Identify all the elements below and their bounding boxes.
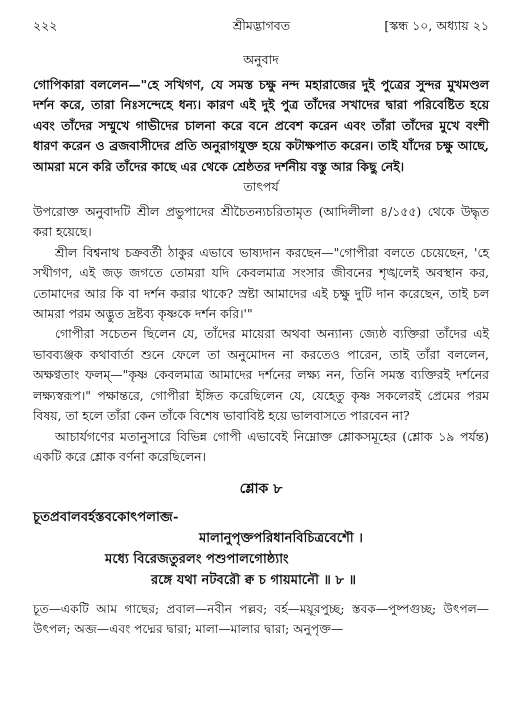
page-number: ২২২ xyxy=(33,18,58,33)
book-title: শ্রীমদ্ভাগবত xyxy=(232,18,291,33)
purport-paragraph-4: আচার্যগণের মতানুসারে বিভিন্ন গোপী এভাবেই নিম্নোক্ত শ্লোকসমূহের (শ্লোক ১৯ পর্যন্ত) একটি করে শ্লোক বর্ণনা করেছিলেন। xyxy=(33,428,489,464)
purport-heading: তাৎপর্য xyxy=(243,179,279,195)
synonyms: চূত—একটি আম গাছের; প্রবাল—নবীন পল্লব; বর্হ—ময়ূরপুচ্ছ; স্তবক—পুষ্পগুচ্ছ; উৎপল—উৎপল; অব্জ—এবং পদ্মের দ্বারা; মালা—মালার দ্বারা; অনুপৃক্ত— xyxy=(33,602,489,637)
verse-text xyxy=(33,507,489,591)
verse-line-1: চূতপ্রবালবর্হস্তবকোৎপলাব্জ- xyxy=(33,510,179,526)
purport-paragraph-3: গোপীরা সচেতন ছিলেন যে, তাঁদের মায়েরা অথবা অন্যান্য জ্যেষ্ঠ ব্যক্তিরা তাঁদের এই ভাবব্যঞ্জক কথাবার্তা শুনে ফেলে তা অনুমোদন না করতেও পারেন, তাই তাঁরা বললেন, অক্ষণ্বতাং ফলম্—"কৃষ্ণ কেবলমাত্র আমাদের দর্শনের লক্ষ্য নন, তিনি সমস্ত ব্যক্তিরই দর্শনের লক্ষ্যস্বরূপ।" পক্ষান্তরে, গোপীরা ইঙ্গিত করেছিলেন যে, যেহেতু কৃষ্ণ সকলেরই প্রেমের পরম বিষয়, তা হলে তাঁরা কেন তাঁকে বিশেষ ভাবাবিষ্ট হয়ে ভালবাসতে পারবেন না? xyxy=(33,326,489,424)
translation-text: গোপিকারা বললেন—"হে সখিগণ, যে সমস্ত চক্ষু নন্দ মহারাজের দুই পুত্রের সুন্দর মুখমণ্ডল দর্শন করে, তারা নিঃসন্দেহে ধন্য। কারণ এই দুই পুত্র তাঁদের সখাদের দ্বারা পরিবেষ্টিত হয়ে এবং তাঁদের সম্মুখে গাভীদের চালনা করে বনে প্রবেশ করেন এবং তাঁরা তাঁদের মুখে বংশী ধারণ করেন ও ব্রজবাসীদের প্রতি অনুরাগযুক্ত হয়ে কটাক্ষপাত করেন। তাই যাঁদের চক্ষু আছে, আমরা মনে করি তাঁদের কাছে এর থেকে শ্রেষ্ঠতর দর্শনীয় বস্তু আর কিছু নেই। xyxy=(33,77,489,174)
verse-title: শ্লোক ৮ xyxy=(239,481,283,498)
verse-line-4: রঙ্গে যথা নটবরৌ ক্ব চ গায়মানৌ ॥ ৮ ॥ xyxy=(151,573,357,589)
verse-line-3: মধ্যে বিরেজতুরলং পশুপালগোষ্ঠ্যাং xyxy=(105,552,289,568)
purport-paragraph-1: উপরোক্ত অনুবাদটি শ্রীল প্রভুপাদের শ্রীচৈতন্যচরিতামৃত (আদিলীলা ৪/১৫৫) থেকে উদ্ধৃত করা হয়েছে। xyxy=(33,204,489,240)
verse-line-2: মালানুপৃক্তপরিধানবিচিত্রবেশৌ । xyxy=(198,531,363,547)
translation-heading: অনুবাদ xyxy=(243,52,279,67)
purport-paragraph-2: শ্রীল বিশ্বনাথ চক্রবর্তী ঠাকুর এভাবে ভাষ্যদান করছেন—"গোপীরা বলতে চেয়েছেন, 'হে সখীগণ, এই জড় জগতে তোমরা যদি কেবলমাত্র সংসার জীবনের শৃঙ্খলেই অবস্থান কর, তোমাদের আর কি বা দর্শন করার থাকে? স্রষ্টা আমাদের এই চক্ষু দুটি দান করেছেন, তাই চল আমরা পরম অদ্ভুত দ্রষ্টব্য কৃষ্ণকে দর্শন করি।'" xyxy=(33,244,489,322)
chapter-reference: [স্কন্ধ ১০, অধ্যায় ২১ xyxy=(384,18,489,33)
